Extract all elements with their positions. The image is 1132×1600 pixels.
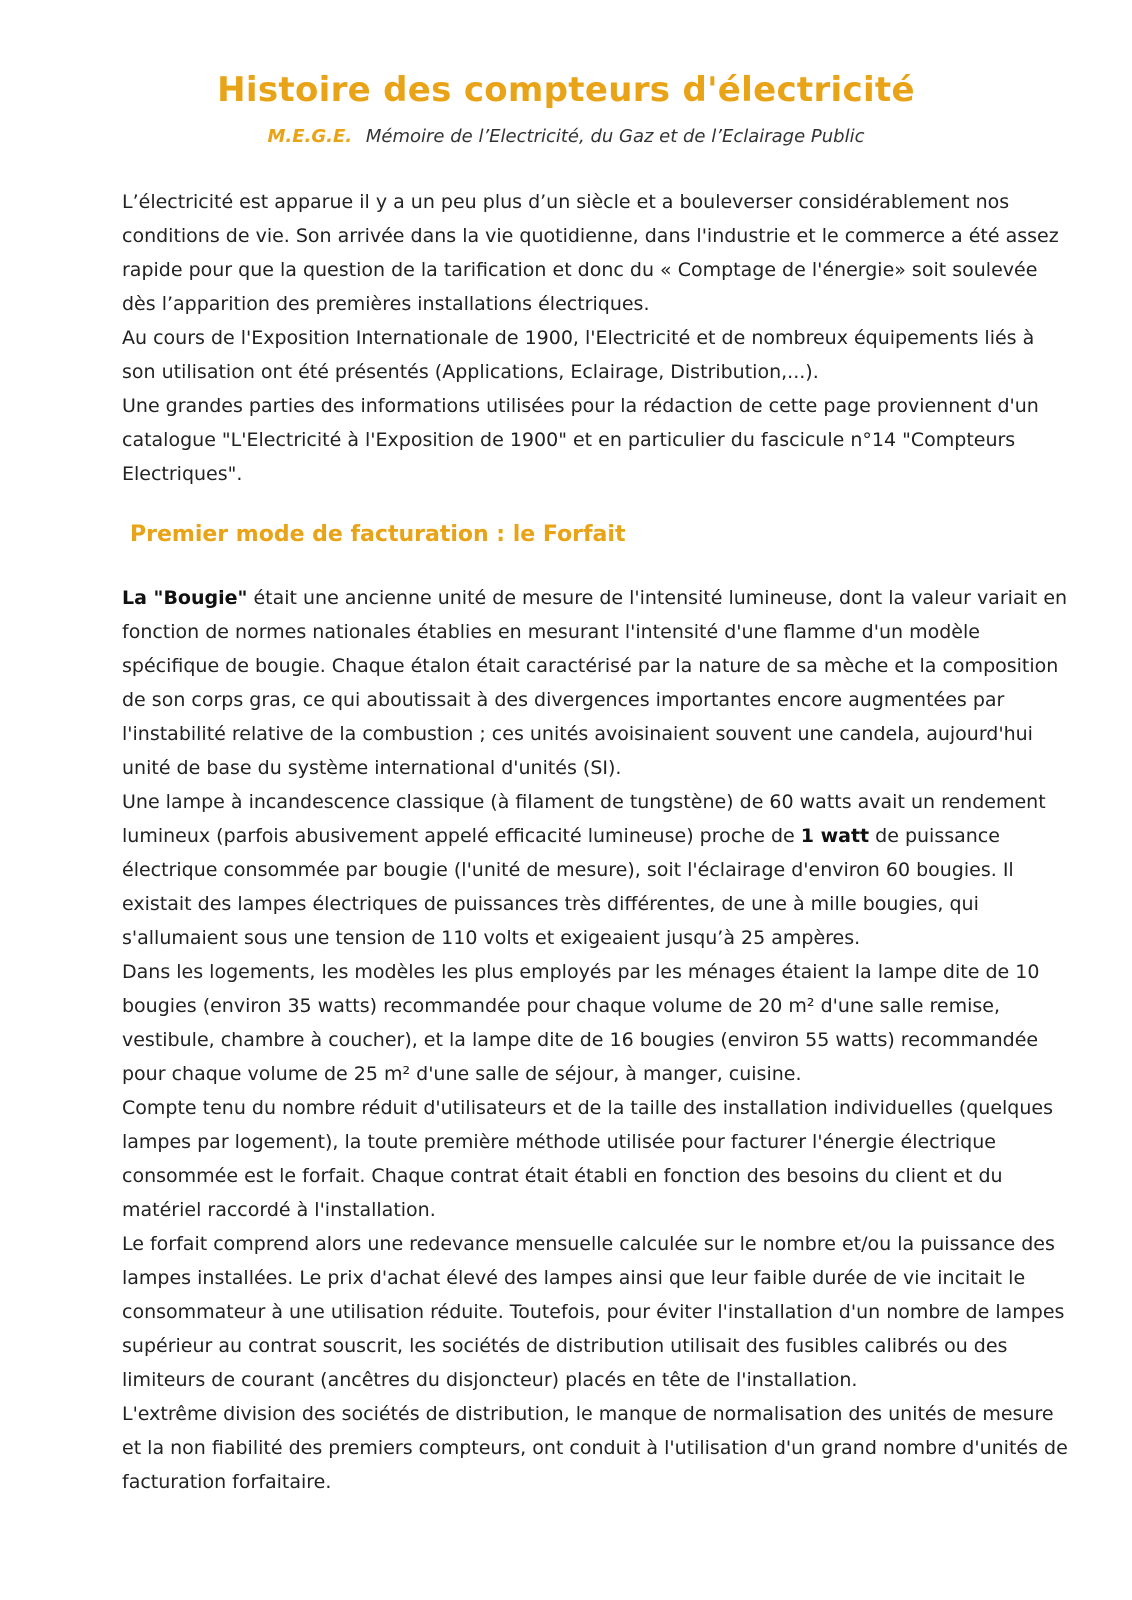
bougie-definition: était une ancienne unité de mesure de l'intensité lumineuse, dont la valeur variait en fonction de normes nationales établies en mesurant l'intensité d'une flamme d'un modèle spécifique de bougie. Chaque étalon était caractérisé par la nature de sa mèche et la composition de son corps gras, ce qui aboutissait à des divergences importantes encore augmentées par l'instabilité relative de la combustion ; ces unités avoisinaient souvent une candela, aujourd'hui unité de base du système international d'unités (SI). — [122, 587, 1068, 779]
section-heading: Premier mode de facturation : le Forfait — [130, 522, 626, 547]
intro-paragraph-2: Au cours de l'Exposition Internationale de 1900, l'Electricité et de nombreux équipements liés à son utilisation ont été présentés (Applications, Eclairage, Distribution,...). — [122, 327, 1035, 383]
main-content — [122, 185, 1072, 1499]
lamp-text-start: Une lampe à incandescence classique (à filament de tungstène) de 60 watts avait un rendement lumineux (parfois abusivement appelé efficacité lumineuse) proche de — [122, 791, 1046, 847]
org-full-name: Mémoire de l’Electricité, du Gaz et de l’Eclairage Public — [365, 126, 865, 147]
section-paragraph-6: L'extrême division des sociétés de distribution, le manque de normalisation des unités de mesure et la non fiabilité des premiers compteurs, ont conduit à l'utilisation d'un grand nombre d'unités de facturation forfaitaire. — [122, 1403, 1068, 1493]
section-paragraph-3: Dans les logements, les modèles les plus employés par les ménages étaient la lampe dite de 10 bougies (environ 35 watts) recommandée pour chaque volume de 20 m² d'une salle remise, vestibule, chambre à coucher), et la lampe dite de 16 bougies (environ 55 watts) recommandée pour chaque volume de 25 m² d'une salle de séjour, à manger, cuisine. — [122, 961, 1040, 1085]
watt-term: 1 watt — [800, 825, 870, 847]
section-paragraph-5: Le forfait comprend alors une redevance mensuelle calculée sur le nombre et/ou la puissance des lampes installées. Le prix d'achat élevé des lampes ainsi que leur faible durée de vie incitait le consommateur à une utilisation réduite. Toutefois, pour éviter l'installation d'un nombre de lampes supérieur au contrat souscrit, les sociétés de distribution utilisait des fusibles calibrés ou des limiteurs de courant (ancêtres du disjoncteur) placés en tête de l'installation. — [122, 1233, 1065, 1391]
page-title: Histoire des compteurs d'électricité — [217, 70, 915, 110]
section-paragraph-2 — [122, 785, 1072, 955]
section-body — [122, 581, 1072, 1499]
bougie-term: La "Bougie" — [122, 587, 248, 609]
page-subtitle — [0, 126, 1132, 147]
org-acronym: M.E.G.E. — [267, 126, 353, 147]
section-paragraph-1 — [122, 581, 1072, 785]
section-paragraph-4: Compte tenu du nombre réduit d'utilisateurs et de la taille des installation individuelles (quelques lampes par logement), la toute première méthode utilisée pour facturer l'énergie électrique consommée est le forfait. Chaque contrat était établi en fonction des besoins du client et du matériel raccordé à l'installation. — [122, 1097, 1053, 1221]
intro-paragraph-3: Une grandes parties des informations utilisées pour la rédaction de cette page proviennent d'un catalogue "L'Electricité à l'Exposition de 1900" et en particulier du fascicule n°14 "Compteurs Electriques". — [122, 395, 1039, 485]
intro-paragraph-1: L’électricité est apparue il y a un peu plus d’un siècle et a bouleverser considérablement nos conditions de vie. Son arrivée dans la vie quotidienne, dans l'industrie et le commerce a été assez rapide pour que la question de la tarification et donc du « Comptage de l'énergie» soit soulevée dès l’apparition des premières installations électriques. — [122, 191, 1059, 315]
lamp-text-end: de puissance électrique consommée par bougie (l'unité de mesure), soit l'éclairage d'environ 60 bougies. Il existait des lampes électriques de puissances très différentes, de une à mille bougies, qui s'allumaient sous une tension de 110 volts et exigeaient jusqu’à 25 ampères. — [122, 825, 1014, 949]
